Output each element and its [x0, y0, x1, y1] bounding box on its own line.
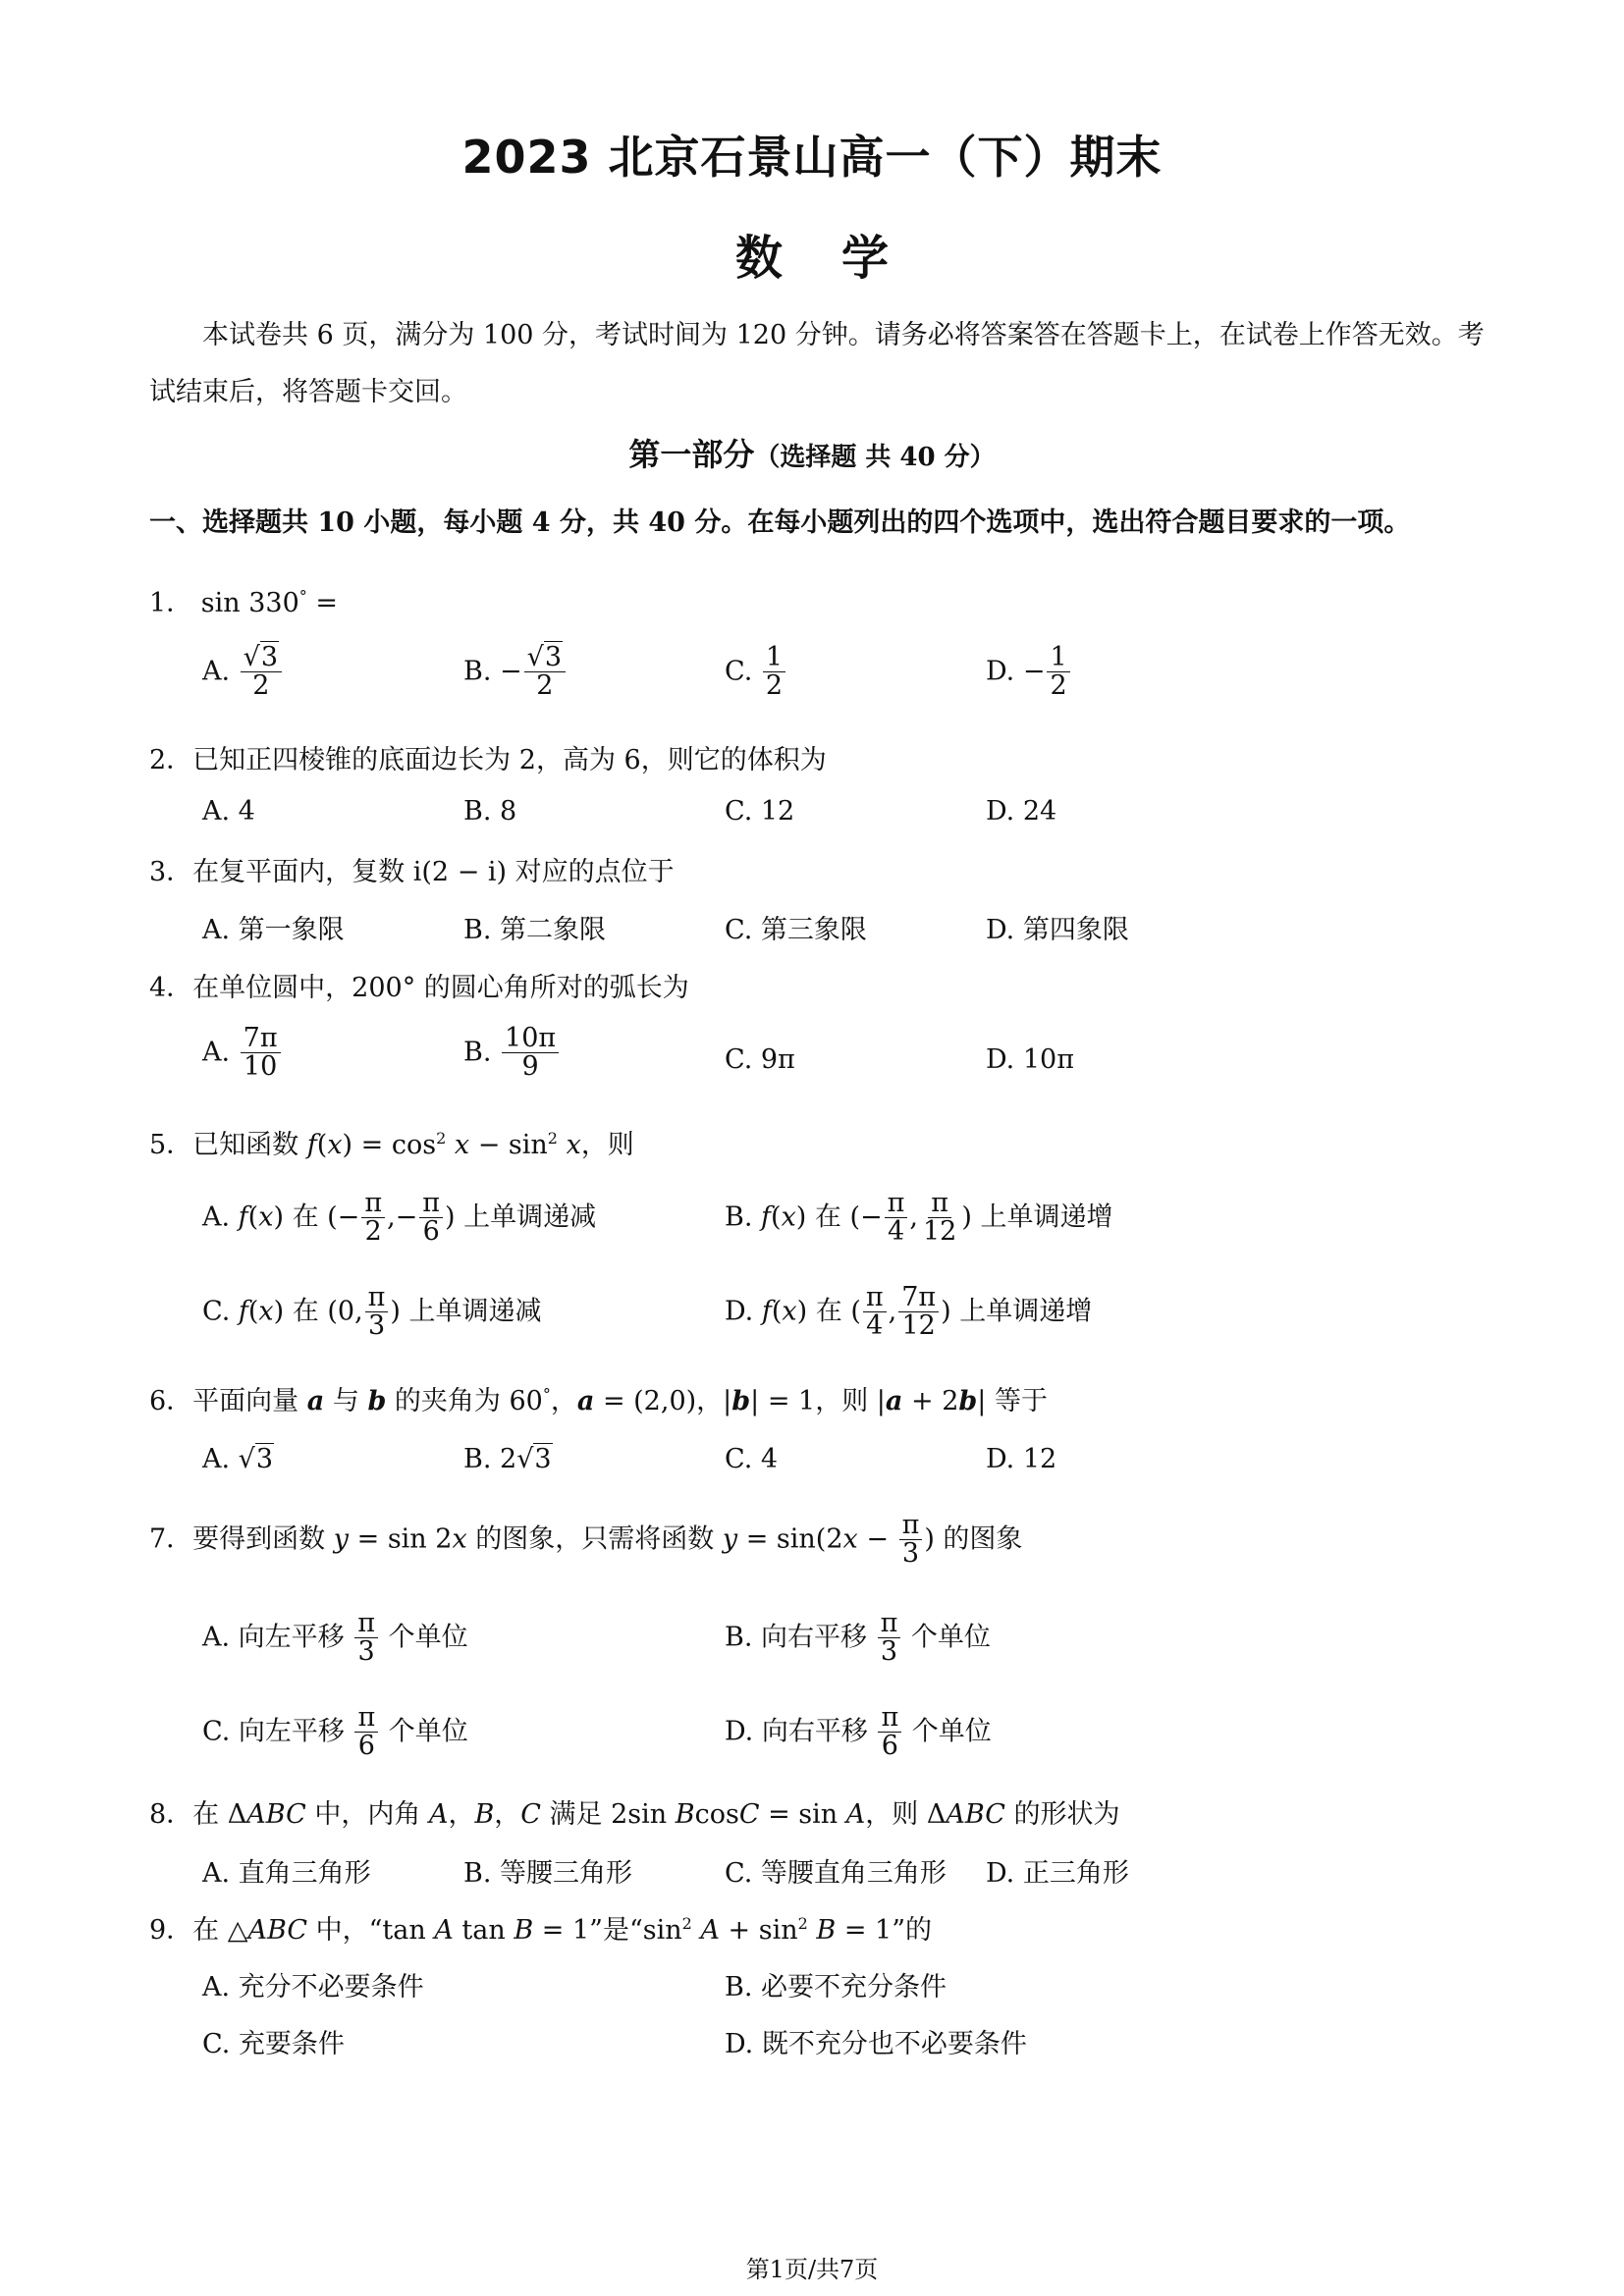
question-7-stem: 7．要得到函数 y = sin 2x 的图象，只需将函数 y = sin(2x − $\frac{\pi}{3}$ ) 的图象 — [149, 1510, 1023, 1570]
question-3-option-b: B. 第二象限 — [463, 915, 607, 945]
question-2-option-b: B. 8 — [463, 796, 517, 827]
question-9-option-a: A. 充分不必要条件 — [202, 1972, 424, 2002]
question-4-option-d: D. 10π — [986, 1044, 1074, 1075]
question-3-option-a: A. 第一象限 — [202, 915, 345, 945]
question-9-option-d: D. 既不充分也不必要条件 — [725, 2029, 1027, 2059]
part-heading — [0, 430, 1624, 475]
question-4-option-b: B. $\frac{10\pi}{9}$ — [463, 1025, 561, 1082]
question-1-option-d: D. − $\frac{1}{2}$ — [986, 644, 1072, 701]
question-6-option-b: B. 2√3 — [463, 1444, 552, 1474]
question-1-option-a: A. $\frac{√3}{2}$ — [202, 644, 284, 701]
subject-title: 数学 — [734, 231, 947, 286]
question-8-stem: 8．在 ΔABC 中，内角 A，B，C 满足 2sin BcosC = sin A，则 ΔABC 的形状为 — [149, 1799, 1120, 1830]
question-9-option-b: B. 必要不充分条件 — [725, 1972, 947, 2002]
question-8-option-c: C. 等腰直角三角形 — [725, 1858, 947, 1889]
part-subtitle: （选择题 共 40 分） — [754, 443, 996, 472]
question-2-stem: 2．已知正四棱锥的底面边长为 2，高为 6，则它的体积为 — [149, 745, 827, 775]
question-2-option-d: D. 24 — [986, 796, 1057, 827]
question-4-option-c: C. 9π — [725, 1044, 795, 1075]
question-3-stem: 3．在复平面内，复数 i(2 − i) 对应的点位于 — [149, 857, 675, 887]
question-8-option-d: D. 正三角形 — [986, 1858, 1129, 1889]
question-6-option-a: A. √3 — [202, 1444, 274, 1474]
question-2-option-c: C. 12 — [725, 796, 795, 827]
section-heading: 一、选择题共 10 小题，每小题 4 分，共 40 分。在每小题列出的四个选项中，选出符合题目要求的一项。 — [149, 507, 1411, 538]
question-7-option-a: A. 向左平移 $\frac{\pi}{3}$ 个单位 — [202, 1608, 468, 1668]
exam-instructions: 本试卷共 6 页，满分为 100 分，考试时间为 120 分钟。请务必将答案答在答题卡上，在试卷上作答无效。考试结束后，将答题卡交回。 — [149, 320, 1485, 407]
question-3-option-c: C. 第三象限 — [725, 915, 867, 945]
question-5-option-b: B. f(x) 在 (− $\frac{\pi}{4}$ , $\frac{\pi}{12}$ ) 上单调递增 — [725, 1188, 1113, 1248]
question-7-option-b: B. 向右平移 $\frac{\pi}{3}$ 个单位 — [725, 1608, 991, 1668]
page-footer: 第1页/共7页 — [745, 2256, 879, 2283]
question-8-option-b: B. 等腰三角形 — [463, 1858, 633, 1889]
question-4-stem: 4．在单位圆中，200° 的圆心角所对的弧长为 — [149, 973, 689, 1003]
question-5-option-a: A. f(x) 在 (− $\frac{\pi}{2}$ ,− $\frac{\pi}{6}$ ) 上单调递减 — [202, 1188, 597, 1248]
question-1-option-b: B. − $\frac{√3}{2}$ — [463, 644, 568, 701]
question-8-option-a: A. 直角三角形 — [202, 1858, 371, 1889]
question-5-option-d: D. f(x) 在 ( $\frac{\pi}{4}$ , $\frac{7\pi}{12}$ ) 上单调递增 — [725, 1282, 1093, 1342]
question-6-option-d: D. 12 — [986, 1444, 1057, 1474]
part-title: 第一部分 — [628, 436, 755, 473]
question-3-option-d: D. 第四象限 — [986, 915, 1129, 945]
question-1-stem: 1． sin 330° = — [149, 587, 338, 618]
question-5-option-c: C. f(x) 在 (0, $\frac{\pi}{3}$ ) 上单调递减 — [202, 1282, 542, 1342]
question-7-option-d: D. 向右平移 $\frac{\pi}{6}$ 个单位 — [725, 1702, 992, 1762]
question-9-stem: 9．在 △ABC 中，“tan A tan B = 1”是“$\sin^2$ $A + \sin^2 B = 1$”的 — [149, 1914, 933, 1946]
question-5-stem: 5．已知函数 $f(x) = \cos^2 x - \sin^2 x$，则 — [149, 1129, 634, 1160]
question-1-option-c: C. $\frac{1}{2}$ — [725, 644, 787, 701]
question-2-option-a: A. 4 — [202, 796, 255, 827]
question-6-option-c: C. 4 — [725, 1444, 779, 1474]
question-7-option-c: C. 向左平移 $\frac{\pi}{6}$ 个单位 — [202, 1702, 468, 1762]
question-6-stem: 6．平面向量 a 与 b 的夹角为 60°，a = (2,0)，|b| = 1，则 |a + 2b| 等于 — [149, 1385, 1048, 1416]
question-4-option-a: A. $\frac{7\pi}{10}$ — [202, 1025, 283, 1082]
question-9-option-c: C. 充要条件 — [202, 2029, 345, 2059]
exam-title: 2023 北京石景山高一（下）期末 — [461, 131, 1163, 184]
